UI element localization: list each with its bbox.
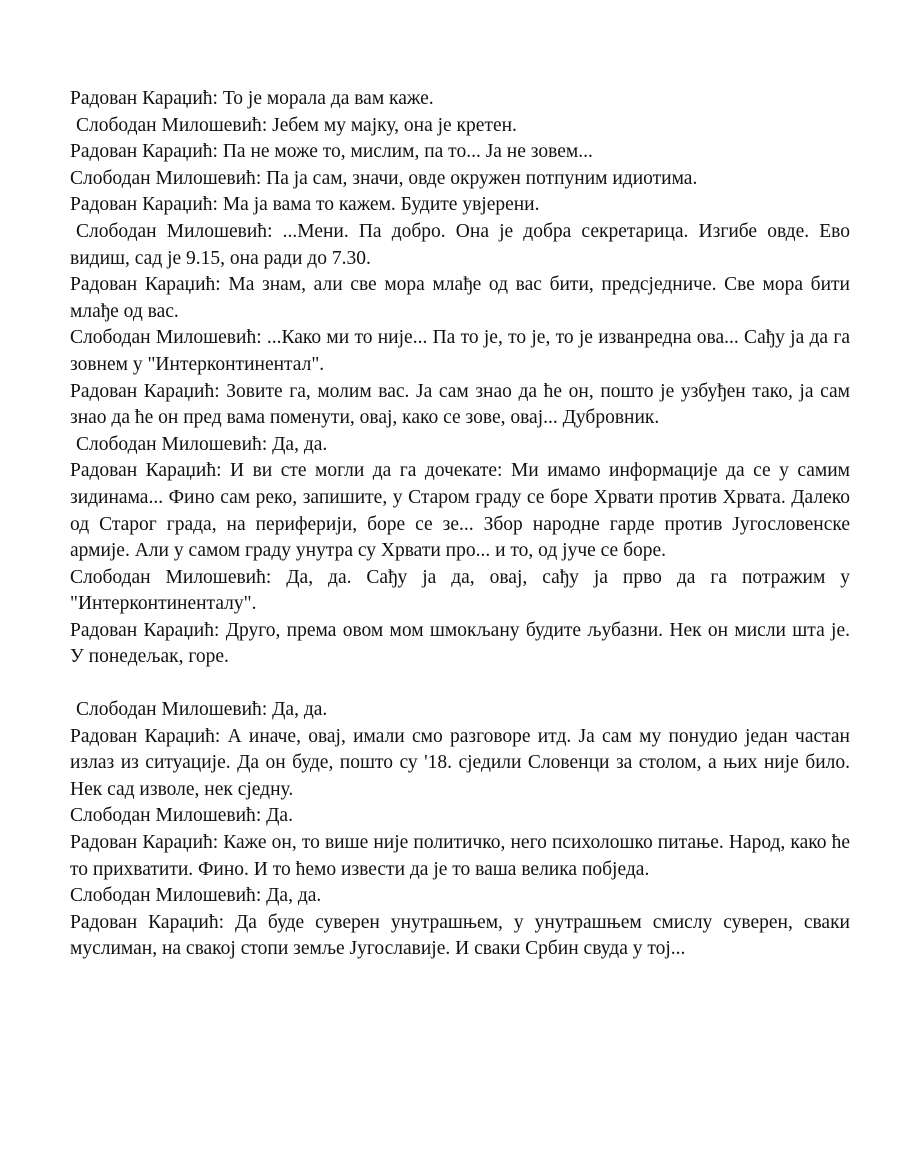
speaker-name: Слободан Милошевић [70,167,256,189]
transcript-line: Слободан Милошевић: ...Како ми то није... Па то је, то је, то је изванредна ова... Сађу ја да га зовнем у "Интерконтинентал". [70,327,850,375]
speaker-name: Радован Караџић [70,725,215,747]
transcript-line: Слободан Милошевић: ...Мени. Па добро. Она је добра секретарица. Изгибе овде. Ево видиш, сад је 9.15, она ради до 7.30. [70,220,850,269]
transcript-line: Слободан Милошевић: Да, да. [76,699,328,721]
speaker-name: Слободан Милошевић [70,805,256,827]
line-text: Ма ја вама то кажем. Будите увјерени. [222,194,540,216]
transcript-line: Радован Караџић: То је морала да вам каже. [70,88,434,109]
transcript-line: Слободан Милошевић: Да, да. [76,433,328,455]
line-text: А иначе, овај, имали смо разговоре итд. Ја сам му понудио један частан излаз из ситуације. Да он буде, пошто су '18. сједили Словенци за столом, а њих није било. Нек сад изволе, нек сједну. [70,725,850,800]
line-text: Друго, према овом мом шмокљану будите љубазни. Нек он мисли шта је. У понедељак, горе. [70,619,850,668]
transcript-line: Радован Караџић: Па не може то, мислим, па то... Ја не зовем... [70,141,593,163]
line-text: Па ја сам, значи, овде окружен потпуним идиотима. [266,167,698,189]
line-text: Ма знам, али све мора млађе од вас бити, предсједниче. Све мора бити млађе од вас. [70,274,850,322]
transcript-line: Радован Караџић: И ви сте могли да га дочекате: Ми имамо информације да се у самим зидинама... Фино сам реко, запишите, у Старом граду се боре Хрвати против Хрвата. Далеко од Старог града, на периферији, боре се зе... Збор народне гарде против Југословенске армије. Али у самом граду унутра су Хрвати про... и то, од јуче се боре. [70,460,850,562]
speaker-name: Радован Караџић [70,274,216,296]
line-text: И ви сте могли да га дочекате: Ми имамо информације да се у самим зидинама... Фино сам реко, запишите, у Старом граду се боре Хрвати против Хрвата. Далеко од Старог града, на периферији, боре се зе... Збор народне гарде против Југословенске армије. Али у самом граду унутра су Хрвати про... и то, од јуче се боре. [70,460,850,562]
line-text: Каже он, то више није политичко, него психолошко питање. Народ, како ће то прихватити. Фино. И то ћемо извести да је то ваша велика побједа. [70,832,850,880]
speaker-name: Радован Караџић [70,141,213,163]
speaker-name: Радован Караџић [70,460,217,482]
speaker-name: Радован Караџић [70,380,215,402]
line-text: Да, да. [272,699,328,721]
speaker-name: Радован Караџић [70,832,213,854]
transcript-line: Слободан Милошевић: Да, да. Сађу ја да, овај, сађу ја прво да га потражим у "Интерконтиненталу". [70,566,850,615]
transcript-line: Радован Караџић: Ма ја вама то кажем. Будите увјерени. [70,194,540,216]
transcript-page [70,86,850,963]
line-text: ...Мени. Па добро. Она је добра секретарица. Изгибе овде. Ево видиш, сад је 9.15, она ради до 7.30. [70,220,850,269]
transcript-line: Слободан Милошевић: Да. [70,805,293,827]
speaker-name: Слободан Милошевић [70,885,256,907]
line-text: То је морала да вам каже. [222,88,434,109]
transcript-line: Радован Караџић: Да буде суверен унутрашњем, у унутрашњем смислу суверен, сваки муслиман, на свакој стопи земље Југославије. И сваки Србин свуда у тој... [70,911,850,960]
line-text: Да, да. Сађу ја да, овај, сађу ја прво да га потражим у "Интерконтиненталу". [70,566,850,615]
line-text: Јебем му мајку, она је кретен. [272,114,517,136]
transcript-line: Слободан Милошевић: Па ја сам, значи, овде окружен потпуним идиотима. [70,167,698,189]
transcript-line: Радован Караџић: Зовите га, молим вас. Ја сам знао да ће он, пошто је узбуђен тако, ја сам знао да ће он пред вама поменути, овај, како се зове, овај... Дубровник. [70,380,850,429]
transcript-line: Слободан Милошевић: Да, да. [70,885,322,907]
line-text: Зовите га, молим вас. Ја сам знао да ће он, пошто је узбуђен тако, ја сам знао да ће он пред вама поменути, овај, како се зове, овај... Дубровник. [70,380,850,429]
transcript-line: Радован Караџић: А иначе, овај, имали смо разговоре итд. Ја сам му понудио један частан излаз из ситуације. Да он буде, пошто су '18. сједили Словенци за столом, а њих није било. Нек сад изволе, нек сједну. [70,725,850,800]
transcript-line: Радован Караџић: Друго, према овом мом шмокљану будите љубазни. Нек он мисли шта је. У понедељак, горе. [70,619,850,668]
line-text: Да буде суверен унутрашњем, у унутрашњем смислу суверен, сваки муслиман, на свакој стопи земље Југославије. И сваки Србин свуда у тој... [70,911,850,960]
speaker-name: Слободан Милошевић [76,433,262,455]
line-text: ...Како ми то није... Па то је, то је, то је изванредна ова... Сађу ја да га зовнем у "Интерконтинентал". [70,327,850,375]
line-text: Да. [266,805,293,827]
speaker-name: Слободан Милошевић [70,327,257,349]
speaker-name: Радован Караџић [70,911,219,933]
line-text: Па не може то, мислим, па то... Ја не зовем... [222,141,593,163]
speaker-name: Слободан Милошевић [70,566,266,588]
line-text: Да, да. [266,885,322,907]
speaker-name: Радован Караџић [70,619,214,641]
transcript-line: Радован Караџић: Ма знам, али све мора млађе од вас бити, предсједниче. Све мора бити млађе од вас. [70,274,850,322]
speaker-name: Радован Караџић [70,88,213,109]
speaker-name: Радован Караџић [70,194,213,216]
line-text: Да, да. [272,433,328,455]
speaker-name: Слободан Милошевић [76,114,262,136]
speaker-name: Слободан Милошевић [76,699,262,721]
speaker-name: Слободан Милошевић [76,220,268,242]
transcript-line: Слободан Милошевић: Јебем му мајку, она је кретен. [76,114,517,136]
transcript-line: Радован Караџић: Каже он, то више није политичко, него психолошко питање. Народ, како ће то прихватити. Фино. И то ћемо извести да је то ваша велика побједа. [70,832,850,880]
